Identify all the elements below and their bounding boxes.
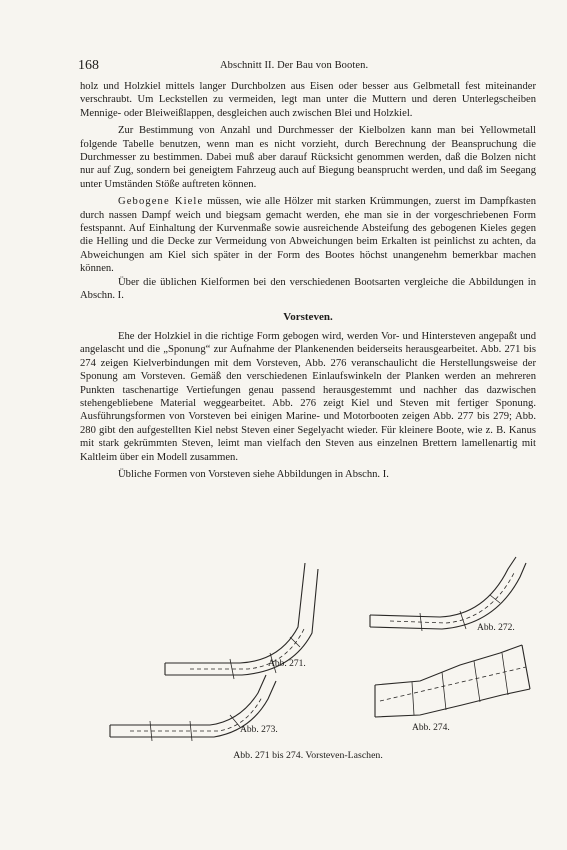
figure-271-label: Abb. 271. (268, 659, 306, 669)
paragraph-2: Zur Bestimmung von Anzahl und Durchmesser der Kielbolzen kann man bei Yellowmetall folgende Tabelle benutzen, wenn man es nicht vorzieht, durch Berechnung der Beanspruchung die Durchmesser zu bestimmen. Dabei muß aber darauf Rücksicht genommen werden, daß die Bolzen nicht nur auf Zug, sondern bei geneigtem Fahrzeug auch auf Biegung beansprucht werden, und daß im Seegang unter Umständen Stöße auftreten können. (80, 125, 536, 190)
paragraph-3-text: müssen, wie alle Hölzer mit starken Krümmungen, zuerst im Dampfkasten durch nassen Dampf weich und biegsam gemacht werden, ehe man sie in der vorgeschriebenen Form festspannt. Auf Einhaltung der Kurvenmaße sowie ausreichende Absteifung des gebogenen Kieles gegen die Helling und die Decke zur Vermeidung von Abweichungen beim Erkalten ist peinlichst zu achten, da Abweichungen am Kiel sich später in der Form des Bootes höchst unangenehm bemerkbar machen können. (80, 196, 536, 275)
paragraph-3-lead: Gebogene Kiele (118, 196, 204, 208)
stem-scarf-drawings (90, 555, 540, 750)
figure-273-label: Abb. 273. (240, 725, 278, 735)
paragraph-4: Über die üblichen Kielformen bei den verschiedenen Bootsarten vergleiche die Abbildungen in Abschn. I. (80, 276, 536, 302)
paragraph-3 (80, 195, 536, 275)
paragraph-6: Übliche Formen von Vorsteven siehe Abbildungen in Abschn. I. (118, 468, 389, 480)
body-text (80, 80, 536, 481)
figure-272-drawing (370, 557, 526, 631)
page-header (78, 58, 518, 74)
figure-272-label: Abb. 272. (477, 623, 515, 633)
figure-group (90, 555, 540, 775)
figure-274-label: Abb. 274. (412, 723, 450, 733)
figure-274-drawing (375, 645, 530, 717)
paragraph-1: holz und Holzkiel mittels langer Durchbolzen aus Eisen oder besser aus Gelbmetall fest miteinander verschraubt. Um Leckstellen zu vermeiden, legt man unter die Muttern und deren Unterlegscheiben Mennige- oder Bleiweißlappen, desgleichen auch zwischen Blei und Holzkiel. (80, 81, 536, 119)
paragraph-5: Ehe der Holzkiel in die richtige Form gebogen wird, werden Vor- und Hintersteven angepaßt und angelascht und die „Sponung“ zur Aufnahme der Plankenenden beiderseits herausgearbeitet. Abb. 271 bis 274 zeigen Kielverbindungen mit dem Vorsteven, Abb. 276 veranschaulicht die Herstellungsweise der Sponung am Vorsteven. Gemäß den verschiedenen Einlaufswinkeln der Planken werden an mehreren Punkten taschenartige Vertiefungen genau passend herausgestemmt und nachher das dazwischen stehengebliebene Material weggearbeitet. Abb. 276 zeigt Kiel und Steven mit fertiger Sponung. Ausführungsformen von Vorsteven bei einigen Marine- und Motorbooten zeigen Abb. 277 bis 279; Abb. 280 gibt den aufgestellten Kiel nebst Steven einer Segelyacht wieder. Für kleinere Boote, wie z. B. Kanus mit stark gekrümmten Steven, leimt man vielfach den Steven aus einzelnen Brettern lamellenartig mit Kaltleim über ein Modell zusammen. (80, 330, 536, 463)
figure-caption: Abb. 271 bis 274. Vorsteven-Laschen. (233, 750, 383, 761)
running-title: Abschnitt II. Der Bau von Booten. (220, 60, 369, 71)
page-number: 168 (78, 58, 99, 73)
section-heading: Vorsteven. (283, 310, 333, 323)
